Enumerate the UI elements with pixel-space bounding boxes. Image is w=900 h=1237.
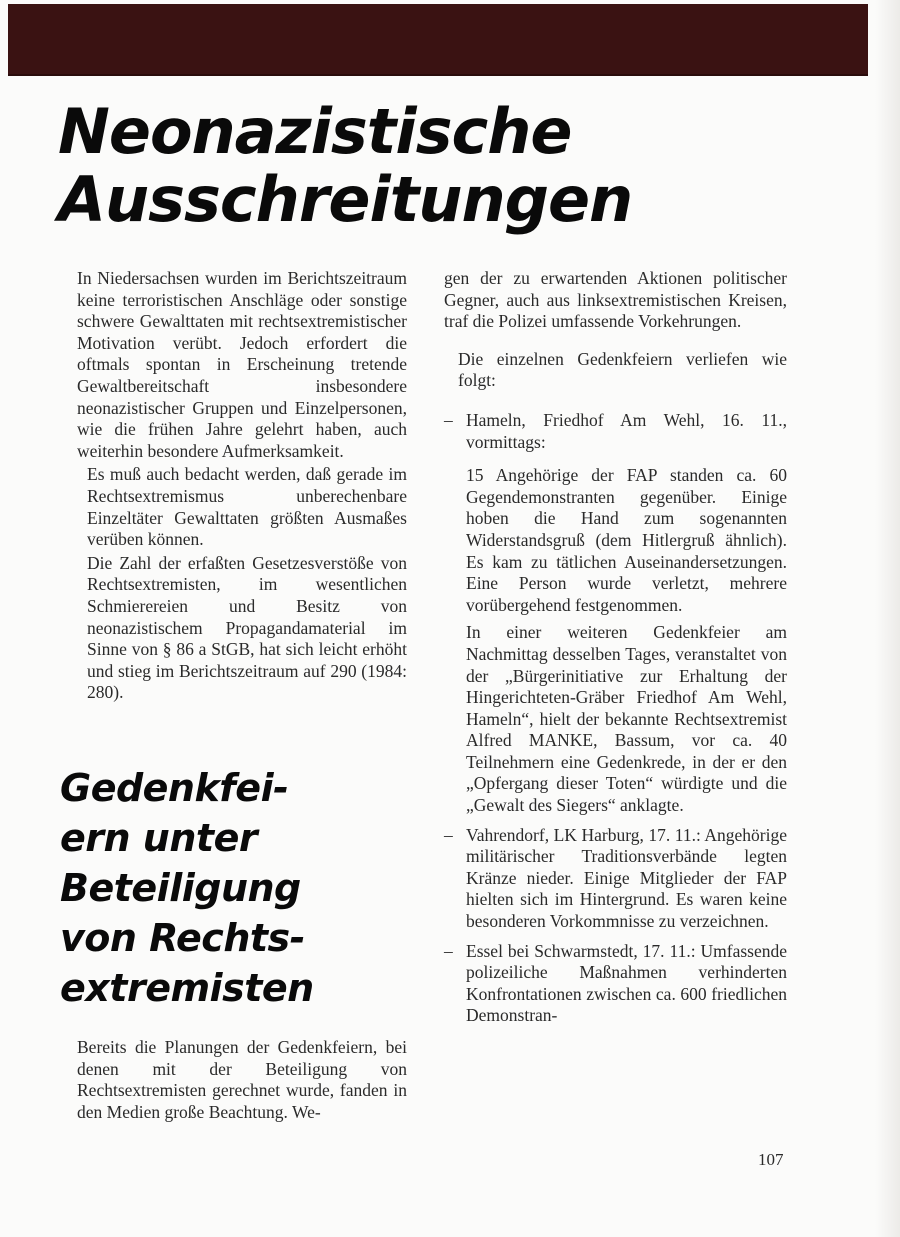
paragraph: Die Zahl der erfaßten Gesetzesverstöße von Rechtsextremisten, im wesentlichen Schmierereien und Besitz von neonazistischem Propagandamaterial im Sinne von § 86 a StGB, hat sich leicht erhöht und stieg im Berichtszeitraum auf 290 (1984: 280).	[87, 552, 407, 703]
paragraph: In Niedersachsen wurden im Berichtszeitraum keine terroristischen Anschläge oder sonstige schwere Gewalttaten mit rechtsextremistischer Motivation verübt. Jedoch erfordert die oftmals spontan in Erscheinung tretende Gewaltbereitschaft insbesondere neonazistischer Gruppen und Einzelpersonen, wie die frühen Jahre gelehrt haben, auch weiterhin besondere Aufmerksamkeit.	[77, 268, 407, 461]
page-number: 107	[758, 1150, 784, 1169]
title-line-2: Ausschreitungen	[58, 163, 633, 236]
right-column	[444, 268, 787, 1027]
paragraph: Vahrendorf, LK Harburg, 17. 11.: Angehörige militärischer Traditionsverbände legten Kränze nieder. Einige Mitglieder der FAP hielten sich im Hintergrund. Es waren keine besonderen Vorkommnisse zu verzeichnen.	[466, 824, 787, 932]
section-heading	[60, 763, 314, 1013]
paragraph: Es muß auch bedacht werden, daß gerade im Rechtsextremismus unberechenbare Einzeltäter Gewalttaten größten Ausmaßes verüben können.	[87, 464, 407, 550]
dash-marker: –	[444, 940, 453, 961]
heading-line: Beteiligung	[60, 866, 301, 910]
page-title	[58, 95, 633, 236]
dash-marker: –	[444, 409, 453, 430]
title-line-1: Neonazistische	[58, 95, 572, 168]
list-item	[444, 941, 787, 1027]
list-item	[444, 825, 787, 933]
scan-edge	[875, 0, 900, 1237]
heading-line: von Rechts-	[60, 916, 305, 960]
heading-line: ern unter	[60, 816, 258, 860]
list-item-heading: Hameln, Friedhof Am Wehl, 16. 11., vormittags:	[466, 409, 787, 452]
heading-line: extremisten	[60, 966, 314, 1010]
paragraph: gen der zu erwartenden Aktionen politischer Gegner, auch aus linksextremistischen Kreisen, traf die Polizei umfassende Vorkehrungen.	[444, 268, 787, 332]
paragraph: 15 Angehörige der FAP standen ca. 60 Gegendemonstranten gegenüber. Einige hoben die Hand zum sogenannten Widerstandsgruß (dem Hitlergruß ähnlich). Es kam zu tätlichen Auseinandersetzungen. Eine Person wurde verletzt, mehrere vorübergehend festgenommen.	[466, 465, 787, 615]
header-bar	[8, 4, 868, 76]
paragraph: Essel bei Schwarmstedt, 17. 11.: Umfassende polizeiliche Maßnahmen verhinderten Konfrontationen zwischen ca. 600 friedlichen Demonstran-	[466, 940, 787, 1026]
paragraph: Bereits die Planungen der Gedenkfeiern, bei denen mit der Beteiligung von Rechtsextremisten gerechnet wurde, fanden in den Medien große Beachtung. We-	[77, 1037, 407, 1122]
heading-line: Gedenkfei-	[60, 766, 289, 810]
paragraph: In einer weiteren Gedenkfeier am Nachmittag desselben Tages, veranstaltet von der „Bürgerinitiative zur Erhaltung der Hingerichteten-Gräber Friedhof Am Wehl, Hameln“, hielt der bekannte Rechtsextremist Alfred MANKE, Bassum, vor ca. 40 Teilnehmern eine Gedenkrede, in der er den „Opfergang dieser Toten“ würdigte und die „Gewalt des Siegers“ anklagte.	[466, 622, 787, 816]
paragraph: Die einzelnen Gedenkfeiern verliefen wie folgt:	[458, 348, 787, 391]
left-column	[77, 268, 407, 704]
left-column-lower	[77, 1037, 407, 1123]
dash-marker: –	[444, 824, 453, 845]
list-item	[444, 410, 787, 817]
